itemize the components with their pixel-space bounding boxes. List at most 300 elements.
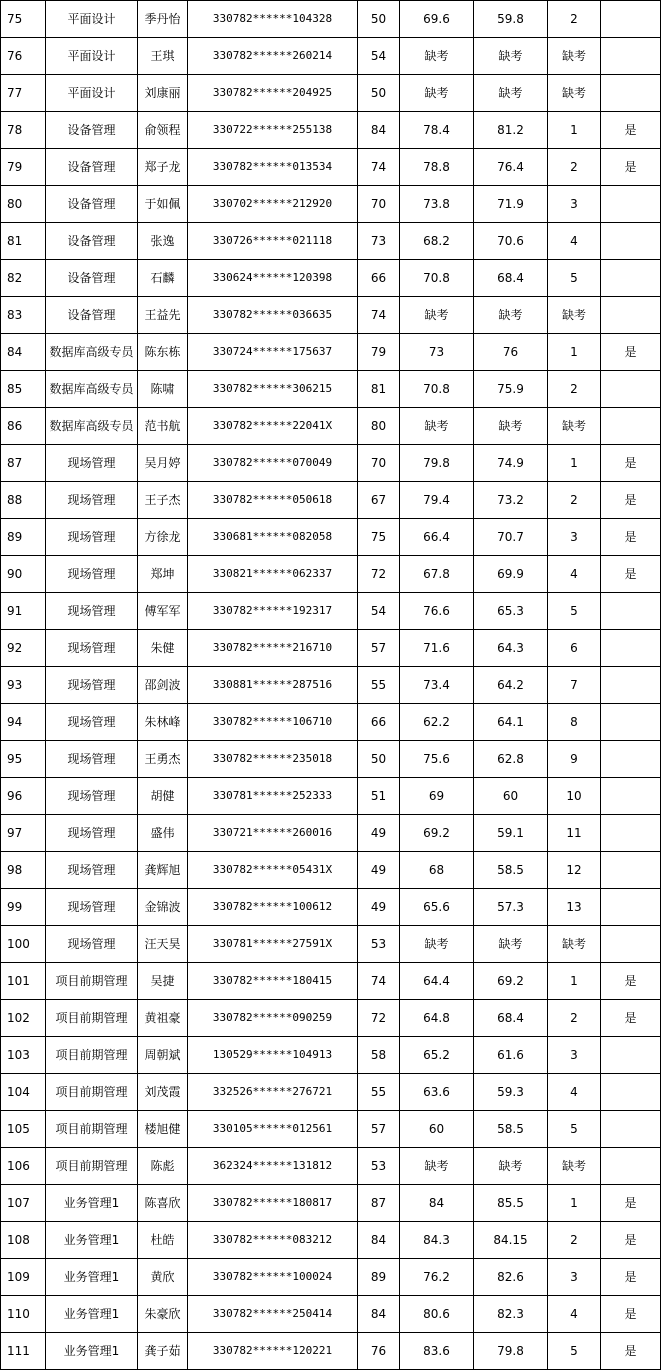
table-row bbox=[1, 1333, 661, 1370]
table-row bbox=[1, 667, 661, 704]
written-score-cell: 81 bbox=[358, 371, 400, 408]
row-number-cell: 75 bbox=[1, 1, 46, 38]
rank-cell: 缺考 bbox=[548, 75, 601, 112]
id-number-cell: 332526******276721 bbox=[188, 1074, 358, 1111]
physical-exam-flag-cell bbox=[601, 815, 661, 852]
table-row bbox=[1, 1185, 661, 1222]
written-score-cell: 54 bbox=[358, 593, 400, 630]
rank-cell: 3 bbox=[548, 519, 601, 556]
physical-exam-flag-cell bbox=[601, 260, 661, 297]
position-name-cell: 数据库高级专员 bbox=[46, 334, 138, 371]
row-number-cell: 77 bbox=[1, 75, 46, 112]
id-number-cell: 330781******27591X bbox=[188, 926, 358, 963]
row-number-cell: 91 bbox=[1, 593, 46, 630]
total-score-cell: 60 bbox=[474, 778, 548, 815]
candidate-name-cell: 朱林峰 bbox=[138, 704, 188, 741]
rank-cell: 4 bbox=[548, 223, 601, 260]
candidate-name-cell: 于如佩 bbox=[138, 186, 188, 223]
total-score-cell: 68.4 bbox=[474, 260, 548, 297]
candidate-name-cell: 王勇杰 bbox=[138, 741, 188, 778]
interview-score-cell: 64.4 bbox=[400, 963, 474, 1000]
candidate-name-cell: 王琪 bbox=[138, 38, 188, 75]
table-row bbox=[1, 556, 661, 593]
position-name-cell: 业务管理1 bbox=[46, 1259, 138, 1296]
position-name-cell: 现场管理 bbox=[46, 630, 138, 667]
candidate-name-cell: 朱健 bbox=[138, 630, 188, 667]
total-score-cell: 57.3 bbox=[474, 889, 548, 926]
written-score-cell: 74 bbox=[358, 297, 400, 334]
written-score-cell: 74 bbox=[358, 149, 400, 186]
rank-cell: 2 bbox=[548, 1222, 601, 1259]
position-name-cell: 数据库高级专员 bbox=[46, 408, 138, 445]
interview-score-cell: 73 bbox=[400, 334, 474, 371]
physical-exam-flag-cell: 是 bbox=[601, 1259, 661, 1296]
interview-score-cell: 78.8 bbox=[400, 149, 474, 186]
rank-cell: 12 bbox=[548, 852, 601, 889]
candidate-name-cell: 黄祖豪 bbox=[138, 1000, 188, 1037]
physical-exam-flag-cell: 是 bbox=[601, 1222, 661, 1259]
physical-exam-flag-cell: 是 bbox=[601, 482, 661, 519]
position-name-cell: 现场管理 bbox=[46, 593, 138, 630]
total-score-cell: 缺考 bbox=[474, 926, 548, 963]
total-score-cell: 74.9 bbox=[474, 445, 548, 482]
candidate-name-cell: 龚子茹 bbox=[138, 1333, 188, 1370]
row-number-cell: 85 bbox=[1, 371, 46, 408]
interview-score-cell: 79.8 bbox=[400, 445, 474, 482]
rank-cell: 13 bbox=[548, 889, 601, 926]
rank-cell: 7 bbox=[548, 667, 601, 704]
total-score-cell: 59.1 bbox=[474, 815, 548, 852]
table-row bbox=[1, 778, 661, 815]
total-score-cell: 75.9 bbox=[474, 371, 548, 408]
position-name-cell: 现场管理 bbox=[46, 778, 138, 815]
total-score-cell: 65.3 bbox=[474, 593, 548, 630]
position-name-cell: 设备管理 bbox=[46, 149, 138, 186]
id-number-cell: 330782******106710 bbox=[188, 704, 358, 741]
written-score-cell: 55 bbox=[358, 1074, 400, 1111]
interview-score-cell: 66.4 bbox=[400, 519, 474, 556]
position-name-cell: 项目前期管理 bbox=[46, 963, 138, 1000]
id-number-cell: 330782******050618 bbox=[188, 482, 358, 519]
physical-exam-flag-cell: 是 bbox=[601, 556, 661, 593]
written-score-cell: 76 bbox=[358, 1333, 400, 1370]
position-name-cell: 项目前期管理 bbox=[46, 1000, 138, 1037]
row-number-cell: 102 bbox=[1, 1000, 46, 1037]
interview-score-cell: 76.6 bbox=[400, 593, 474, 630]
table-row bbox=[1, 38, 661, 75]
physical-exam-flag-cell bbox=[601, 297, 661, 334]
position-name-cell: 现场管理 bbox=[46, 445, 138, 482]
candidate-name-cell: 张逸 bbox=[138, 223, 188, 260]
id-number-cell: 330702******212920 bbox=[188, 186, 358, 223]
interview-score-cell: 84.3 bbox=[400, 1222, 474, 1259]
position-name-cell: 平面设计 bbox=[46, 75, 138, 112]
row-number-cell: 106 bbox=[1, 1148, 46, 1185]
written-score-cell: 49 bbox=[358, 889, 400, 926]
id-number-cell: 330881******287516 bbox=[188, 667, 358, 704]
interview-score-cell: 68 bbox=[400, 852, 474, 889]
rank-cell: 5 bbox=[548, 260, 601, 297]
position-name-cell: 业务管理1 bbox=[46, 1296, 138, 1333]
row-number-cell: 81 bbox=[1, 223, 46, 260]
table-row bbox=[1, 741, 661, 778]
total-score-cell: 73.2 bbox=[474, 482, 548, 519]
total-score-cell: 82.6 bbox=[474, 1259, 548, 1296]
rank-cell: 1 bbox=[548, 445, 601, 482]
id-number-cell: 330782******250414 bbox=[188, 1296, 358, 1333]
id-number-cell: 330821******062337 bbox=[188, 556, 358, 593]
id-number-cell: 330782******100612 bbox=[188, 889, 358, 926]
total-score-cell: 62.8 bbox=[474, 741, 548, 778]
table-row bbox=[1, 1074, 661, 1111]
position-name-cell: 现场管理 bbox=[46, 482, 138, 519]
candidate-name-cell: 金锦波 bbox=[138, 889, 188, 926]
candidate-name-cell: 胡健 bbox=[138, 778, 188, 815]
candidate-name-cell: 范书航 bbox=[138, 408, 188, 445]
candidate-name-cell: 龚辉旭 bbox=[138, 852, 188, 889]
table-row bbox=[1, 75, 661, 112]
rank-cell: 缺考 bbox=[548, 1148, 601, 1185]
table-row bbox=[1, 445, 661, 482]
id-number-cell: 330782******120221 bbox=[188, 1333, 358, 1370]
physical-exam-flag-cell bbox=[601, 593, 661, 630]
physical-exam-flag-cell bbox=[601, 630, 661, 667]
total-score-cell: 79.8 bbox=[474, 1333, 548, 1370]
total-score-cell: 69.2 bbox=[474, 963, 548, 1000]
id-number-cell: 330782******260214 bbox=[188, 38, 358, 75]
table-row bbox=[1, 889, 661, 926]
total-score-cell: 64.1 bbox=[474, 704, 548, 741]
position-name-cell: 设备管理 bbox=[46, 223, 138, 260]
rank-cell: 5 bbox=[548, 1333, 601, 1370]
interview-score-cell: 60 bbox=[400, 1111, 474, 1148]
physical-exam-flag-cell bbox=[601, 1148, 661, 1185]
row-number-cell: 90 bbox=[1, 556, 46, 593]
rank-cell: 缺考 bbox=[548, 38, 601, 75]
position-name-cell: 业务管理1 bbox=[46, 1222, 138, 1259]
table-row bbox=[1, 297, 661, 334]
table-row bbox=[1, 852, 661, 889]
written-score-cell: 67 bbox=[358, 482, 400, 519]
id-number-cell: 330105******012561 bbox=[188, 1111, 358, 1148]
position-name-cell: 项目前期管理 bbox=[46, 1074, 138, 1111]
id-number-cell: 362324******131812 bbox=[188, 1148, 358, 1185]
physical-exam-flag-cell: 是 bbox=[601, 963, 661, 1000]
position-name-cell: 项目前期管理 bbox=[46, 1037, 138, 1074]
written-score-cell: 70 bbox=[358, 445, 400, 482]
table-row bbox=[1, 1222, 661, 1259]
row-number-cell: 104 bbox=[1, 1074, 46, 1111]
physical-exam-flag-cell bbox=[601, 75, 661, 112]
position-name-cell: 业务管理1 bbox=[46, 1333, 138, 1370]
row-number-cell: 89 bbox=[1, 519, 46, 556]
row-number-cell: 110 bbox=[1, 1296, 46, 1333]
rank-cell: 4 bbox=[548, 1074, 601, 1111]
rank-cell: 4 bbox=[548, 556, 601, 593]
candidate-name-cell: 吴月婷 bbox=[138, 445, 188, 482]
id-number-cell: 330781******252333 bbox=[188, 778, 358, 815]
rank-cell: 11 bbox=[548, 815, 601, 852]
interview-score-cell: 70.8 bbox=[400, 260, 474, 297]
total-score-cell: 76.4 bbox=[474, 149, 548, 186]
position-name-cell: 项目前期管理 bbox=[46, 1111, 138, 1148]
row-number-cell: 92 bbox=[1, 630, 46, 667]
physical-exam-flag-cell bbox=[601, 852, 661, 889]
rank-cell: 1 bbox=[548, 334, 601, 371]
rank-cell: 缺考 bbox=[548, 408, 601, 445]
total-score-cell: 缺考 bbox=[474, 1148, 548, 1185]
candidate-name-cell: 汪天昊 bbox=[138, 926, 188, 963]
id-number-cell: 330724******175637 bbox=[188, 334, 358, 371]
total-score-cell: 82.3 bbox=[474, 1296, 548, 1333]
table-body bbox=[1, 1, 661, 1370]
physical-exam-flag-cell bbox=[601, 1, 661, 38]
interview-score-cell: 缺考 bbox=[400, 1148, 474, 1185]
table-row bbox=[1, 1000, 661, 1037]
position-name-cell: 平面设计 bbox=[46, 1, 138, 38]
candidate-name-cell: 杜皓 bbox=[138, 1222, 188, 1259]
written-score-cell: 75 bbox=[358, 519, 400, 556]
id-number-cell: 330726******021118 bbox=[188, 223, 358, 260]
id-number-cell: 330782******05431X bbox=[188, 852, 358, 889]
physical-exam-flag-cell: 是 bbox=[601, 334, 661, 371]
written-score-cell: 79 bbox=[358, 334, 400, 371]
position-name-cell: 项目前期管理 bbox=[46, 1148, 138, 1185]
row-number-cell: 95 bbox=[1, 741, 46, 778]
total-score-cell: 61.6 bbox=[474, 1037, 548, 1074]
table-row bbox=[1, 149, 661, 186]
total-score-cell: 76 bbox=[474, 334, 548, 371]
row-number-cell: 80 bbox=[1, 186, 46, 223]
table-row bbox=[1, 223, 661, 260]
rank-cell: 2 bbox=[548, 482, 601, 519]
interview-score-cell: 73.8 bbox=[400, 186, 474, 223]
id-number-cell: 330722******255138 bbox=[188, 112, 358, 149]
position-name-cell: 设备管理 bbox=[46, 186, 138, 223]
row-number-cell: 111 bbox=[1, 1333, 46, 1370]
written-score-cell: 58 bbox=[358, 1037, 400, 1074]
written-score-cell: 87 bbox=[358, 1185, 400, 1222]
id-number-cell: 330782******192317 bbox=[188, 593, 358, 630]
table-row bbox=[1, 1259, 661, 1296]
table-row bbox=[1, 482, 661, 519]
table-row bbox=[1, 260, 661, 297]
interview-score-cell: 69.6 bbox=[400, 1, 474, 38]
physical-exam-flag-cell: 是 bbox=[601, 519, 661, 556]
interview-score-cell: 63.6 bbox=[400, 1074, 474, 1111]
total-score-cell: 缺考 bbox=[474, 297, 548, 334]
total-score-cell: 71.9 bbox=[474, 186, 548, 223]
physical-exam-flag-cell: 是 bbox=[601, 149, 661, 186]
written-score-cell: 80 bbox=[358, 408, 400, 445]
written-score-cell: 73 bbox=[358, 223, 400, 260]
row-number-cell: 83 bbox=[1, 297, 46, 334]
table-row bbox=[1, 408, 661, 445]
row-number-cell: 78 bbox=[1, 112, 46, 149]
physical-exam-flag-cell bbox=[601, 741, 661, 778]
written-score-cell: 74 bbox=[358, 963, 400, 1000]
rank-cell: 1 bbox=[548, 963, 601, 1000]
rank-cell: 8 bbox=[548, 704, 601, 741]
interview-score-cell: 缺考 bbox=[400, 38, 474, 75]
total-score-cell: 58.5 bbox=[474, 1111, 548, 1148]
id-number-cell: 330782******306215 bbox=[188, 371, 358, 408]
row-number-cell: 76 bbox=[1, 38, 46, 75]
interview-score-cell: 62.2 bbox=[400, 704, 474, 741]
written-score-cell: 50 bbox=[358, 741, 400, 778]
physical-exam-flag-cell bbox=[601, 223, 661, 260]
total-score-cell: 64.2 bbox=[474, 667, 548, 704]
total-score-cell: 70.6 bbox=[474, 223, 548, 260]
id-number-cell: 330782******22041X bbox=[188, 408, 358, 445]
interview-score-cell: 84 bbox=[400, 1185, 474, 1222]
rank-cell: 10 bbox=[548, 778, 601, 815]
table-row bbox=[1, 630, 661, 667]
position-name-cell: 设备管理 bbox=[46, 112, 138, 149]
physical-exam-flag-cell: 是 bbox=[601, 1000, 661, 1037]
interview-score-cell: 69 bbox=[400, 778, 474, 815]
position-name-cell: 业务管理1 bbox=[46, 1185, 138, 1222]
physical-exam-flag-cell bbox=[601, 1074, 661, 1111]
total-score-cell: 84.15 bbox=[474, 1222, 548, 1259]
rank-cell: 9 bbox=[548, 741, 601, 778]
position-name-cell: 平面设计 bbox=[46, 38, 138, 75]
written-score-cell: 53 bbox=[358, 1148, 400, 1185]
interview-score-cell: 缺考 bbox=[400, 926, 474, 963]
position-name-cell: 现场管理 bbox=[46, 815, 138, 852]
candidate-name-cell: 陈东栋 bbox=[138, 334, 188, 371]
written-score-cell: 53 bbox=[358, 926, 400, 963]
interview-score-cell: 79.4 bbox=[400, 482, 474, 519]
position-name-cell: 现场管理 bbox=[46, 519, 138, 556]
written-score-cell: 55 bbox=[358, 667, 400, 704]
physical-exam-flag-cell bbox=[601, 371, 661, 408]
total-score-cell: 69.9 bbox=[474, 556, 548, 593]
interview-score-cell: 68.2 bbox=[400, 223, 474, 260]
written-score-cell: 84 bbox=[358, 112, 400, 149]
id-number-cell: 330782******180817 bbox=[188, 1185, 358, 1222]
total-score-cell: 59.8 bbox=[474, 1, 548, 38]
row-number-cell: 94 bbox=[1, 704, 46, 741]
row-number-cell: 87 bbox=[1, 445, 46, 482]
id-number-cell: 130529******104913 bbox=[188, 1037, 358, 1074]
physical-exam-flag-cell bbox=[601, 38, 661, 75]
total-score-cell: 59.3 bbox=[474, 1074, 548, 1111]
candidate-name-cell: 黄欣 bbox=[138, 1259, 188, 1296]
candidate-name-cell: 俞领程 bbox=[138, 112, 188, 149]
written-score-cell: 57 bbox=[358, 1111, 400, 1148]
physical-exam-flag-cell bbox=[601, 889, 661, 926]
physical-exam-flag-cell bbox=[601, 778, 661, 815]
row-number-cell: 84 bbox=[1, 334, 46, 371]
row-number-cell: 98 bbox=[1, 852, 46, 889]
interview-score-cell: 64.8 bbox=[400, 1000, 474, 1037]
candidate-name-cell: 方徐龙 bbox=[138, 519, 188, 556]
candidate-name-cell: 王益先 bbox=[138, 297, 188, 334]
physical-exam-flag-cell bbox=[601, 926, 661, 963]
physical-exam-flag-cell bbox=[601, 186, 661, 223]
written-score-cell: 49 bbox=[358, 852, 400, 889]
rank-cell: 2 bbox=[548, 1000, 601, 1037]
candidate-name-cell: 石麟 bbox=[138, 260, 188, 297]
candidate-name-cell: 邵剑波 bbox=[138, 667, 188, 704]
candidate-name-cell: 王子杰 bbox=[138, 482, 188, 519]
written-score-cell: 51 bbox=[358, 778, 400, 815]
id-number-cell: 330782******090259 bbox=[188, 1000, 358, 1037]
rank-cell: 2 bbox=[548, 1, 601, 38]
total-score-cell: 缺考 bbox=[474, 38, 548, 75]
interview-score-cell: 65.2 bbox=[400, 1037, 474, 1074]
row-number-cell: 109 bbox=[1, 1259, 46, 1296]
row-number-cell: 107 bbox=[1, 1185, 46, 1222]
written-score-cell: 72 bbox=[358, 556, 400, 593]
candidate-name-cell: 朱豪欣 bbox=[138, 1296, 188, 1333]
interview-score-cell: 67.8 bbox=[400, 556, 474, 593]
candidate-name-cell: 郑子龙 bbox=[138, 149, 188, 186]
interview-score-cell: 65.6 bbox=[400, 889, 474, 926]
row-number-cell: 105 bbox=[1, 1111, 46, 1148]
physical-exam-flag-cell: 是 bbox=[601, 1296, 661, 1333]
table-row bbox=[1, 371, 661, 408]
rank-cell: 3 bbox=[548, 186, 601, 223]
table-row bbox=[1, 186, 661, 223]
candidate-name-cell: 陈喜欣 bbox=[138, 1185, 188, 1222]
table-row bbox=[1, 593, 661, 630]
position-name-cell: 现场管理 bbox=[46, 667, 138, 704]
interview-score-cell: 70.8 bbox=[400, 371, 474, 408]
candidate-name-cell: 楼旭健 bbox=[138, 1111, 188, 1148]
id-number-cell: 330782******083212 bbox=[188, 1222, 358, 1259]
total-score-cell: 70.7 bbox=[474, 519, 548, 556]
table-row bbox=[1, 963, 661, 1000]
interview-score-cell: 缺考 bbox=[400, 297, 474, 334]
table-row bbox=[1, 704, 661, 741]
id-number-cell: 330782******100024 bbox=[188, 1259, 358, 1296]
row-number-cell: 103 bbox=[1, 1037, 46, 1074]
written-score-cell: 57 bbox=[358, 630, 400, 667]
table-row bbox=[1, 1296, 661, 1333]
rank-cell: 6 bbox=[548, 630, 601, 667]
rank-cell: 5 bbox=[548, 1111, 601, 1148]
total-score-cell: 81.2 bbox=[474, 112, 548, 149]
position-name-cell: 现场管理 bbox=[46, 741, 138, 778]
table-row bbox=[1, 519, 661, 556]
physical-exam-flag-cell: 是 bbox=[601, 1333, 661, 1370]
rank-cell: 4 bbox=[548, 1296, 601, 1333]
candidate-name-cell: 周朝斌 bbox=[138, 1037, 188, 1074]
rank-cell: 1 bbox=[548, 112, 601, 149]
id-number-cell: 330782******013534 bbox=[188, 149, 358, 186]
row-number-cell: 97 bbox=[1, 815, 46, 852]
id-number-cell: 330624******120398 bbox=[188, 260, 358, 297]
interview-score-cell: 69.2 bbox=[400, 815, 474, 852]
rank-cell: 缺考 bbox=[548, 297, 601, 334]
interview-score-cell: 78.4 bbox=[400, 112, 474, 149]
total-score-cell: 缺考 bbox=[474, 408, 548, 445]
id-number-cell: 330782******180415 bbox=[188, 963, 358, 1000]
id-number-cell: 330782******204925 bbox=[188, 75, 358, 112]
interview-score-cell: 缺考 bbox=[400, 75, 474, 112]
total-score-cell: 64.3 bbox=[474, 630, 548, 667]
written-score-cell: 89 bbox=[358, 1259, 400, 1296]
position-name-cell: 现场管理 bbox=[46, 926, 138, 963]
table-row bbox=[1, 334, 661, 371]
interview-score-cell: 76.2 bbox=[400, 1259, 474, 1296]
row-number-cell: 99 bbox=[1, 889, 46, 926]
row-number-cell: 93 bbox=[1, 667, 46, 704]
physical-exam-flag-cell bbox=[601, 704, 661, 741]
interview-score-cell: 75.6 bbox=[400, 741, 474, 778]
